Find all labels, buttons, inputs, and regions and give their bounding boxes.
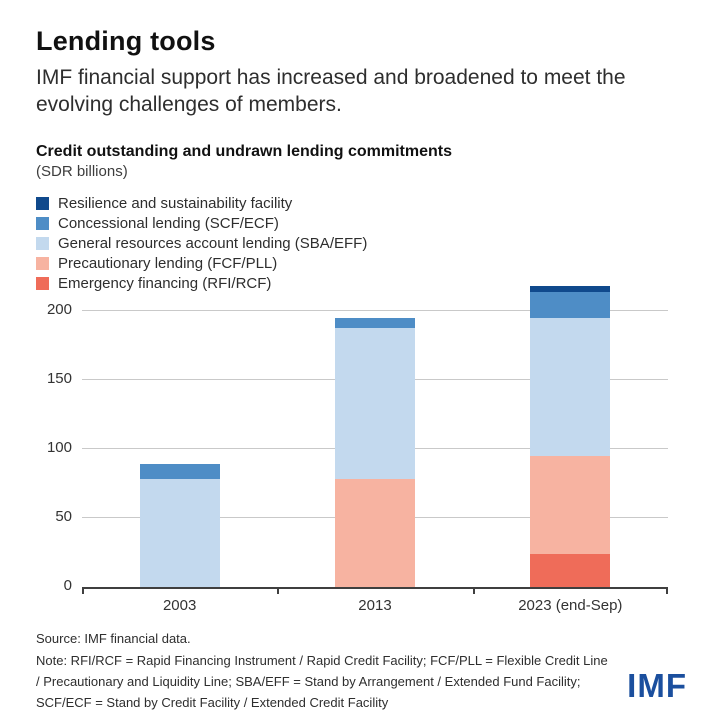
legend-swatch: [36, 237, 49, 250]
stacked-bar-chart: [36, 293, 668, 614]
x-axis-tick: [666, 587, 668, 594]
bar-segment: [335, 328, 415, 480]
legend-swatch: [36, 277, 49, 290]
bar-group-2003: [82, 293, 277, 587]
page-subtitle: IMF financial support has increased and broadened to meet the evolving challenges of members.: [36, 66, 626, 116]
bar-segment: [530, 554, 610, 587]
x-axis-tick: [277, 587, 279, 594]
legend-item: [36, 193, 687, 213]
legend-item: [36, 253, 687, 273]
bar-segment: [140, 464, 220, 479]
x-axis-category-label: 2013: [358, 597, 392, 614]
legend-item: [36, 213, 687, 233]
legend-label: Emergency financing (RFI/RCF): [58, 274, 272, 292]
x-axis-labels: [82, 597, 668, 614]
stacked-bar: [335, 318, 415, 587]
imf-logo: IMF: [627, 667, 687, 704]
chart-title: Credit outstanding and undrawn lending commitments: [36, 143, 453, 160]
chart-unit-label: (SDR billions): [36, 163, 128, 180]
x-axis-category-label: 2023 (end-Sep): [518, 597, 623, 614]
chart-legend: [36, 193, 687, 293]
stacked-bar: [530, 286, 610, 587]
legend-label: Resilience and sustainability facility: [58, 194, 293, 212]
y-axis-tick-label: 100: [46, 439, 72, 456]
legend-item: [36, 233, 687, 253]
footnote: Note: RFI/RCF = Rapid Financing Instrument / Rapid Credit Facility; FCF/PLL = Flexible Credit Line / Precautionary and Liquidity Line; SBA/EFF = Stand by Arrangement / Extended Fund Facility; SCF/ECF = Stand by Credit Facility / Extended Credit Facility: [36, 653, 608, 710]
y-axis-tick-label: 150: [46, 370, 72, 387]
chart-footer: [36, 629, 687, 713]
bar-group-2013: [277, 293, 472, 587]
bar-segment: [140, 479, 220, 587]
legend-swatch: [36, 197, 49, 210]
plot-area: [46, 293, 668, 594]
y-axis-tick-label: 0: [63, 577, 72, 594]
bar-segment: [530, 292, 610, 318]
stacked-bar: [140, 464, 220, 587]
bar-segment: [530, 318, 610, 456]
legend-swatch: [36, 257, 49, 270]
bar-segment: [530, 456, 610, 554]
legend-label: General resources account lending (SBA/EFF): [58, 234, 368, 252]
source-note: Source: IMF financial data.: [36, 631, 191, 646]
bar-segment: [335, 318, 415, 328]
legend-label: Concessional lending (SCF/ECF): [58, 214, 279, 232]
bar-segment: [335, 479, 415, 587]
y-axis-tick-label: 50: [55, 508, 72, 525]
bars-layer: [82, 293, 668, 587]
legend-swatch: [36, 217, 49, 230]
chart-section: [36, 143, 687, 614]
page-title: Lending tools: [36, 26, 216, 56]
x-axis-category-label: 2003: [162, 597, 197, 614]
x-axis-tick: [473, 587, 475, 594]
x-axis-tick: [82, 587, 84, 594]
bar-group-2023: [473, 293, 668, 587]
y-axis-tick-label: 200: [46, 301, 72, 318]
legend-label: Precautionary lending (FCF/PLL): [58, 254, 278, 272]
